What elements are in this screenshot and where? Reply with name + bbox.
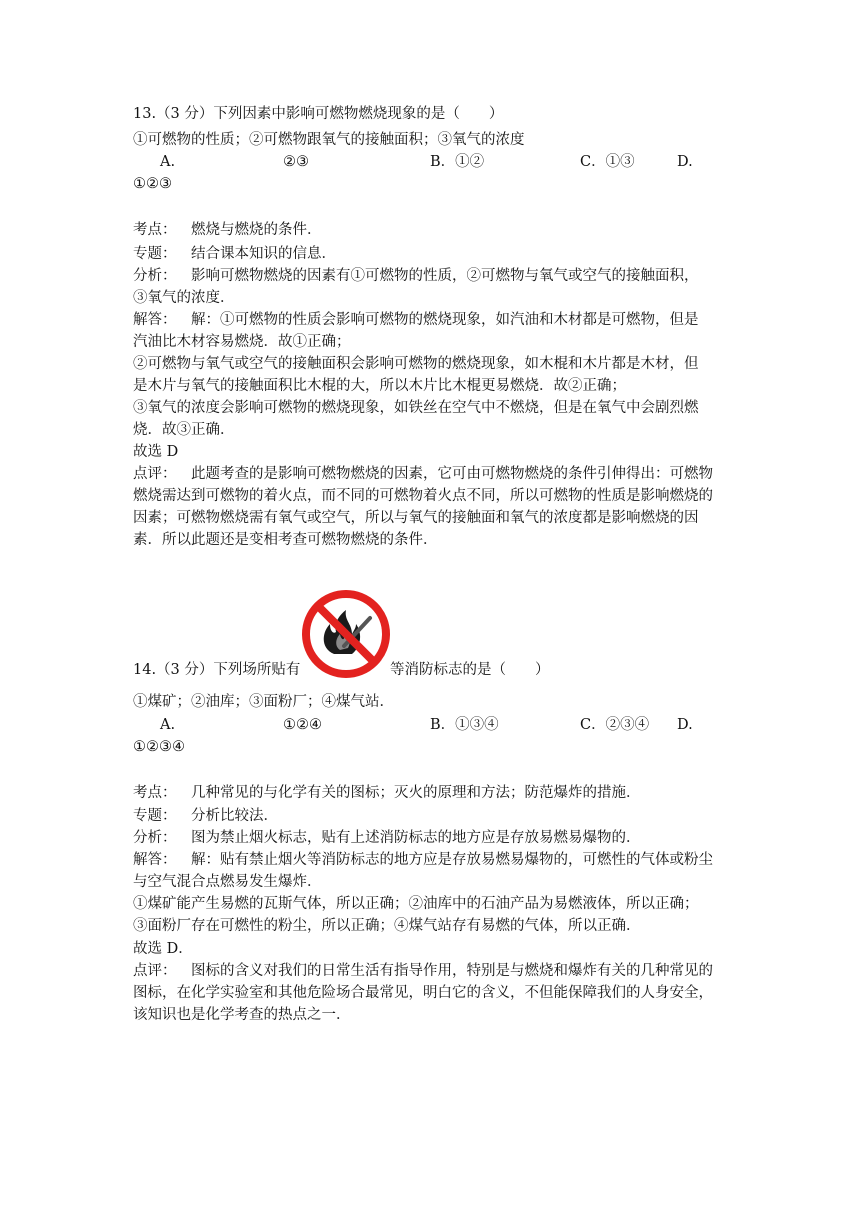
- q13-stem: 13.（3 分）下列因素中影响可燃物燃烧现象的是（ ）: [133, 106, 504, 122]
- q14-dianping-text-2: 图标，在化学实验室和其他危险场合最常见，明白它的含义，不但能保障我们的人身安全，: [133, 985, 713, 1001]
- q13-jieda-text-5: ③氧气的浓度会影响可燃物的燃烧现象，如铁丝在空气中不燃烧，但是在氧气中会剧烈燃: [133, 400, 699, 416]
- q13-jieda-label: 解答：: [133, 312, 177, 328]
- q13-option-b: B．①②: [430, 154, 485, 170]
- q14-kaodian-text: 几种常见的与化学有关的图标；灭火的原理和方法；防范爆炸的措施．: [191, 785, 641, 801]
- q14-kaodian-label: 考点：: [133, 785, 177, 801]
- q14-option-d: ①②③④: [133, 739, 185, 755]
- q14-option-a-letter: A.: [160, 717, 176, 733]
- q14-dianping-text-1: 图标的含义对我们的日常生活有指导作用，特别是与燃烧和爆炸有关的几种常见的: [191, 963, 713, 979]
- q14-option-d-letter: D.: [677, 717, 693, 733]
- q13-jieda: [133, 310, 699, 330]
- q13-jieda-text-2: 汽油比木材容易燃烧．故①正确；: [133, 334, 351, 350]
- q14-dianping-text-3: 该知识也是化学考查的热点之一．: [133, 1007, 351, 1023]
- q13-fenxi-text-1: 影响可燃物燃烧的因素有①可燃物的性质，②可燃物与氧气或空气的接触面积，: [191, 268, 699, 284]
- q14-zhuanti-label: 专题：: [133, 808, 177, 824]
- q14-dianping: [133, 961, 713, 981]
- q14-jieda-text-4: ③面粉厂存在可燃性的粉尘，所以正确；④煤气站存有易燃的气体，所以正确．: [133, 918, 641, 934]
- q14-option-a: ①②④: [283, 717, 322, 733]
- q13-dianping-text-4: 素．所以此题还是变相考查可燃物燃烧的条件．: [133, 532, 438, 548]
- q13-jieda-text-6: 烧．故③正确．: [133, 422, 235, 438]
- q14-stem-before: 14.（3 分）下列场所贴有: [133, 662, 301, 678]
- q13-jieda-text-4: 是木片与氧气的接触面积比木棍的大，所以木片比木棍更易燃烧．故②正确；: [133, 378, 626, 394]
- q14-jieda-text-3: ①煤矿能产生易燃的瓦斯气体，所以正确；②油库中的石油产品为易燃液体，所以正确；: [133, 896, 699, 912]
- q13-dianping-label: 点评：: [133, 466, 177, 482]
- q13-option-a: ②③: [283, 154, 309, 170]
- q13-option-d-letter: D.: [677, 154, 693, 170]
- q13-dianping-text-2: 燃烧需达到可燃物的着火点，而不同的可燃物着火点不同，所以可燃物的性质是影响燃烧的: [133, 488, 713, 504]
- no-fire-sign-icon: [300, 588, 392, 680]
- q13-jieda-text-3: ②可燃物与氧气或空气的接触面积会影响可燃物的燃烧现象，如木棍和木片都是木材，但: [133, 356, 699, 372]
- q14-dianping-label: 点评：: [133, 963, 177, 979]
- q14-zhuanti: [133, 806, 278, 826]
- q13-option-d: ①②③: [133, 176, 172, 192]
- q14-option-c: C．②③④: [580, 717, 650, 733]
- q13-factors: ①可燃物的性质；②可燃物跟氧气的接触面积；③氧气的浓度: [133, 132, 525, 148]
- q14-fenxi-label: 分析：: [133, 830, 177, 846]
- q14-jieda-label: 解答：: [133, 852, 177, 868]
- q13-answer: 故选 D: [133, 444, 179, 460]
- q14-kaodian: [133, 783, 641, 803]
- q13-fenxi: [133, 266, 699, 286]
- q13-jieda-text-1: 解：①可燃物的性质会影响可燃物的燃烧现象，如汽油和木材都是可燃物，但是: [191, 312, 699, 328]
- q13-kaodian-label: 考点：: [133, 222, 177, 238]
- q13-zhuanti: [133, 244, 336, 264]
- q14-option-b: B．①③④: [430, 717, 499, 733]
- q14-fenxi: [133, 828, 641, 848]
- q14-jieda-text-2: 与空气混合点燃易发生爆炸．: [133, 874, 322, 890]
- q13-zhuanti-text: 结合课本知识的信息．: [191, 246, 336, 262]
- q13-kaodian-text: 燃烧与燃烧的条件．: [191, 222, 322, 238]
- q13-fenxi-text-2: ③氧气的浓度．: [133, 290, 235, 306]
- q13-fenxi-label: 分析：: [133, 268, 177, 284]
- q13-dianping-text-3: 因素；可燃物燃烧需有氧气或空气，所以与氧气的接触面和氧气的浓度都是影响燃烧的因: [133, 510, 699, 526]
- q13-option-c: C．①③: [580, 154, 635, 170]
- q14-places: ①煤矿；②油库；③面粉厂；④煤气站．: [133, 694, 394, 710]
- q13-dianping: [133, 464, 713, 484]
- q13-option-a-letter: A.: [160, 154, 176, 170]
- q14-stem-after: 等消防标志的是（ ）: [390, 662, 550, 678]
- q13-zhuanti-label: 专题：: [133, 246, 177, 262]
- q14-zhuanti-text: 分析比较法．: [191, 808, 278, 824]
- q13-dianping-text-1: 此题考查的是影响可燃物燃烧的因素，它可由可燃物燃烧的条件引伸得出：可燃物: [191, 466, 713, 482]
- q14-jieda-text-1: 解：贴有禁止烟火等消防标志的地方应是存放易燃易爆物的，可燃性的气体或粉尘: [191, 852, 713, 868]
- q14-jieda: [133, 850, 713, 870]
- q13-kaodian: [133, 220, 322, 240]
- q14-fenxi-text: 图为禁止烟火标志，贴有上述消防标志的地方应是存放易燃易爆物的．: [191, 830, 641, 846]
- q14-answer: 故选 D．: [133, 941, 193, 957]
